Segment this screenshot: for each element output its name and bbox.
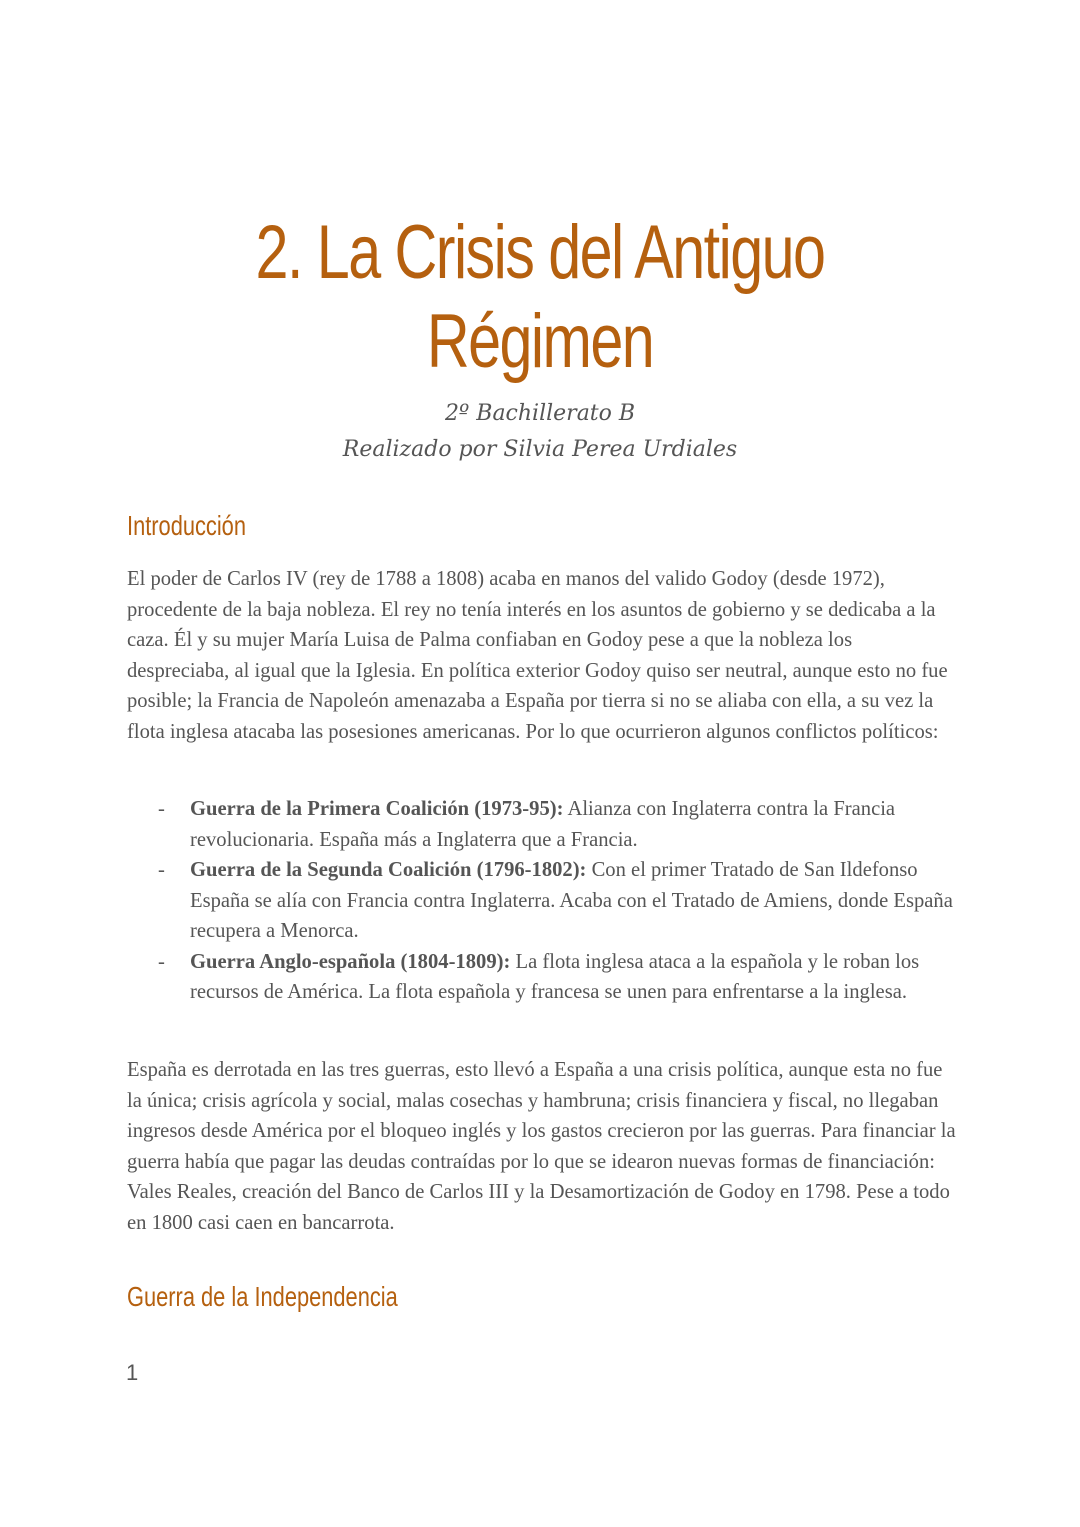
list-bullet: - (158, 859, 165, 881)
section-heading-introduccion: Introducción (127, 510, 246, 541)
list-item-text: Alianza con Inglaterra contra la Francia revolucionaria. España más a Inglaterra que a Francia. (190, 798, 896, 851)
list-item-text: Con el primer Tratado de San Ildefonso España se alía con Francia contra Inglaterra. Acaba con el Tratado de Amiens, donde España recupera a Menorca. (190, 859, 953, 942)
intro-paragraph-2: España es derrotada en las tres guerras, esto llevó a España a una crisis política, aunque esta no fue la única; crisis agrícola y social, malas cosechas y hambruna; crisis financiera y fiscal, no llegaban ingresos desde América por el bloqueo inglés y los gastos crecieron por las guerras. Para financiar la guerra había que pagar las deudas contraídas por lo que se idearon nuevas formas de financiación: Vales Reales, creación del Banco de Carlos III y la Desamortización de Godoy en 1798. Pese a todo en 1800 casi caen en bancarrota. (127, 1059, 956, 1234)
list-item-title: Guerra Anglo-española (1804-1809): (190, 950, 511, 973)
intro-paragraph-1: El poder de Carlos IV (rey de 1788 a 1808) acaba en manos del valido Godoy (desde 1972), procedente de la baja nobleza. El rey no tenía interés en los asuntos de gobierno y se dedicaba a la caza. Él y su mujer María Luisa de Palma confiaban en Godoy pese a que la nobleza los despreciaba, al igual que la Iglesia. En política exterior Godoy quiso ser neutral, aunque esto no fue posible; la Francia de Napoleón amenazaba a España por tierra si no se aliaba con ella, a su vez la flota inglesa atacaba las posesiones americanas. Por lo que ocurrieron algunos conflictos políticos: (127, 568, 948, 743)
subtitle-author: Realizado por Silvia Perea Urdiales (342, 437, 738, 462)
page-title (119, 208, 961, 386)
list-bullet: - (158, 798, 165, 820)
page-number: 1 (126, 1360, 139, 1385)
title-line-2: Régimen (426, 299, 654, 384)
list-item-text: La flota inglesa ataca a la española y le roban los recursos de América. La flota española y francesa se unen para enfrentarse a la inglesa. (190, 950, 920, 1003)
list-item-title: Guerra de la Primera Coalición (1973-95): (190, 798, 564, 820)
conflicts-list (127, 794, 957, 1008)
list-item (127, 794, 957, 855)
list-item-title: Guerra de la Segunda Coalición (1796-1802): (190, 859, 587, 881)
subtitle-course: 2º Bachillerato B (444, 401, 636, 426)
section-heading-guerra-independencia: Guerra de la Independencia (127, 1281, 398, 1312)
title-line-1: 2. La Crisis del Antiguo (255, 210, 825, 295)
list-bullet: - (158, 950, 165, 973)
list-item (127, 855, 957, 947)
list-item (127, 947, 957, 1008)
